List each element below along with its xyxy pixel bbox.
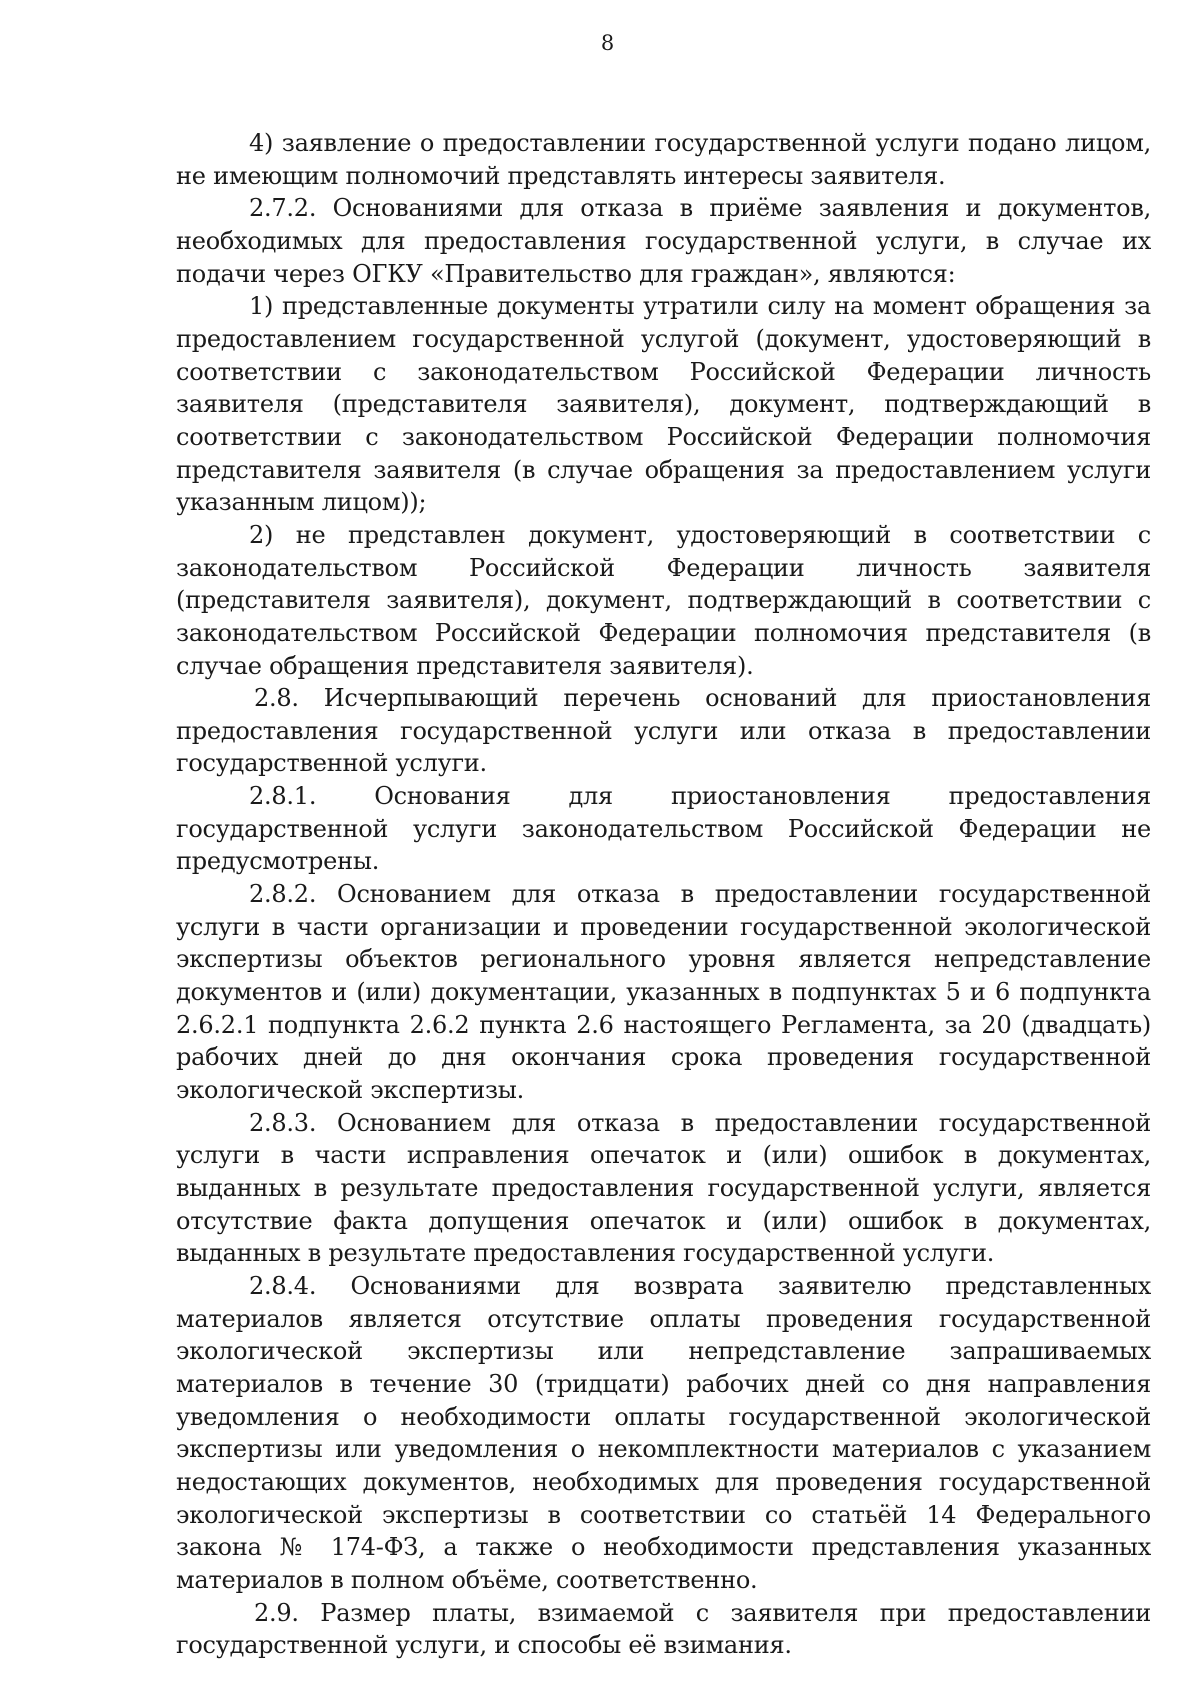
paragraph-2-8-1: 2.8.1. Основания для приостановления предоставления государственной услуги законодательством Российской Федерации не предусмотрены. [176, 782, 1151, 876]
paragraph-2-8-3: 2.8.3. Основанием для отказа в предоставлении государственной услуги в части исправления опечаток и (или) ошибок в документах, выданных в результате предоставления государственной услуги, является отсутствие факта допущения опечаток и (или) ошибок в документах, выданных в результате предоставления государственной услуги. [176, 1108, 1151, 1268]
paragraph-2-8-4: 2.8.4. Основаниями для возврата заявителю представленных материалов является отсутствие оплаты проведения государственной экологической экспертизы или непредставление запрашиваемых материалов в течение 30 (тридцати) рабочих дней со дня направления уведомления о необходимости оплаты государственной экологической экспертизы или уведомления о некомплектности материалов с указанием недостающих документов, необходимых для проведения государственной экологической экспертизы в соответствии со статьёй 14 Федерального закона № 174-ФЗ, а также о необходимости представления указанных материалов в полном объёме, соответственно. [176, 1271, 1151, 1594]
page-number: 8 [600, 31, 615, 55]
document-body [176, 127, 1151, 1662]
paragraph-item-4: 4) заявление о предоставлении государственной услуги подано лицом, не имеющим полномочий представлять интересы заявителя. [176, 129, 1151, 190]
paragraph-2-8: 2.8. Исчерпывающий перечень оснований для приостановления предоставления государственной услуги или отказа в предоставлении государственной услуги. [176, 684, 1151, 778]
paragraph-item-1: 1) представленные документы утратили силу на момент обращения за предоставлением государственной услугой (документ, удостоверяющий в соответствии с законодательством Российской Федерации личность заявителя (представителя заявителя), документ, подтверждающий в соответствии с законодательством Российской Федерации полномочия представителя заявителя (в случае обращения за предоставлением услуги указанным лицом)); [176, 292, 1151, 517]
paragraph-2-8-2: 2.8.2. Основанием для отказа в предоставлении государственной услуги в части организации и проведении государственной экологической экспертизы объектов регионального уровня является непредставление документов и (или) документации, указанных в подпунктах 5 и 6 подпункта 2.6.2.1 подпункта 2.6.2 пункта 2.6 настоящего Регламента, за 20 (двадцать) рабочих дней до дня окончания срока проведения государственной экологической экспертизы. [176, 880, 1151, 1105]
paragraph-2-9: 2.9. Размер платы, взимаемой с заявителя при предоставлении государственной услуги, и способы её взимания. [176, 1598, 1151, 1660]
paragraph-item-2: 2) не представлен документ, удостоверяющий в соответствии с законодательством Российской Федерации личность заявителя (представителя заявителя), документ, подтверждающий в соответствии с законодательством Российской Федерации полномочия представителя (в случае обращения представителя заявителя). [176, 520, 1151, 680]
paragraph-2-7-2: 2.7.2. Основаниями для отказа в приёме заявления и документов, необходимых для предоставления государственной услуги, в случае их подачи через ОГКУ «Правительство для граждан», являются: [176, 194, 1151, 288]
